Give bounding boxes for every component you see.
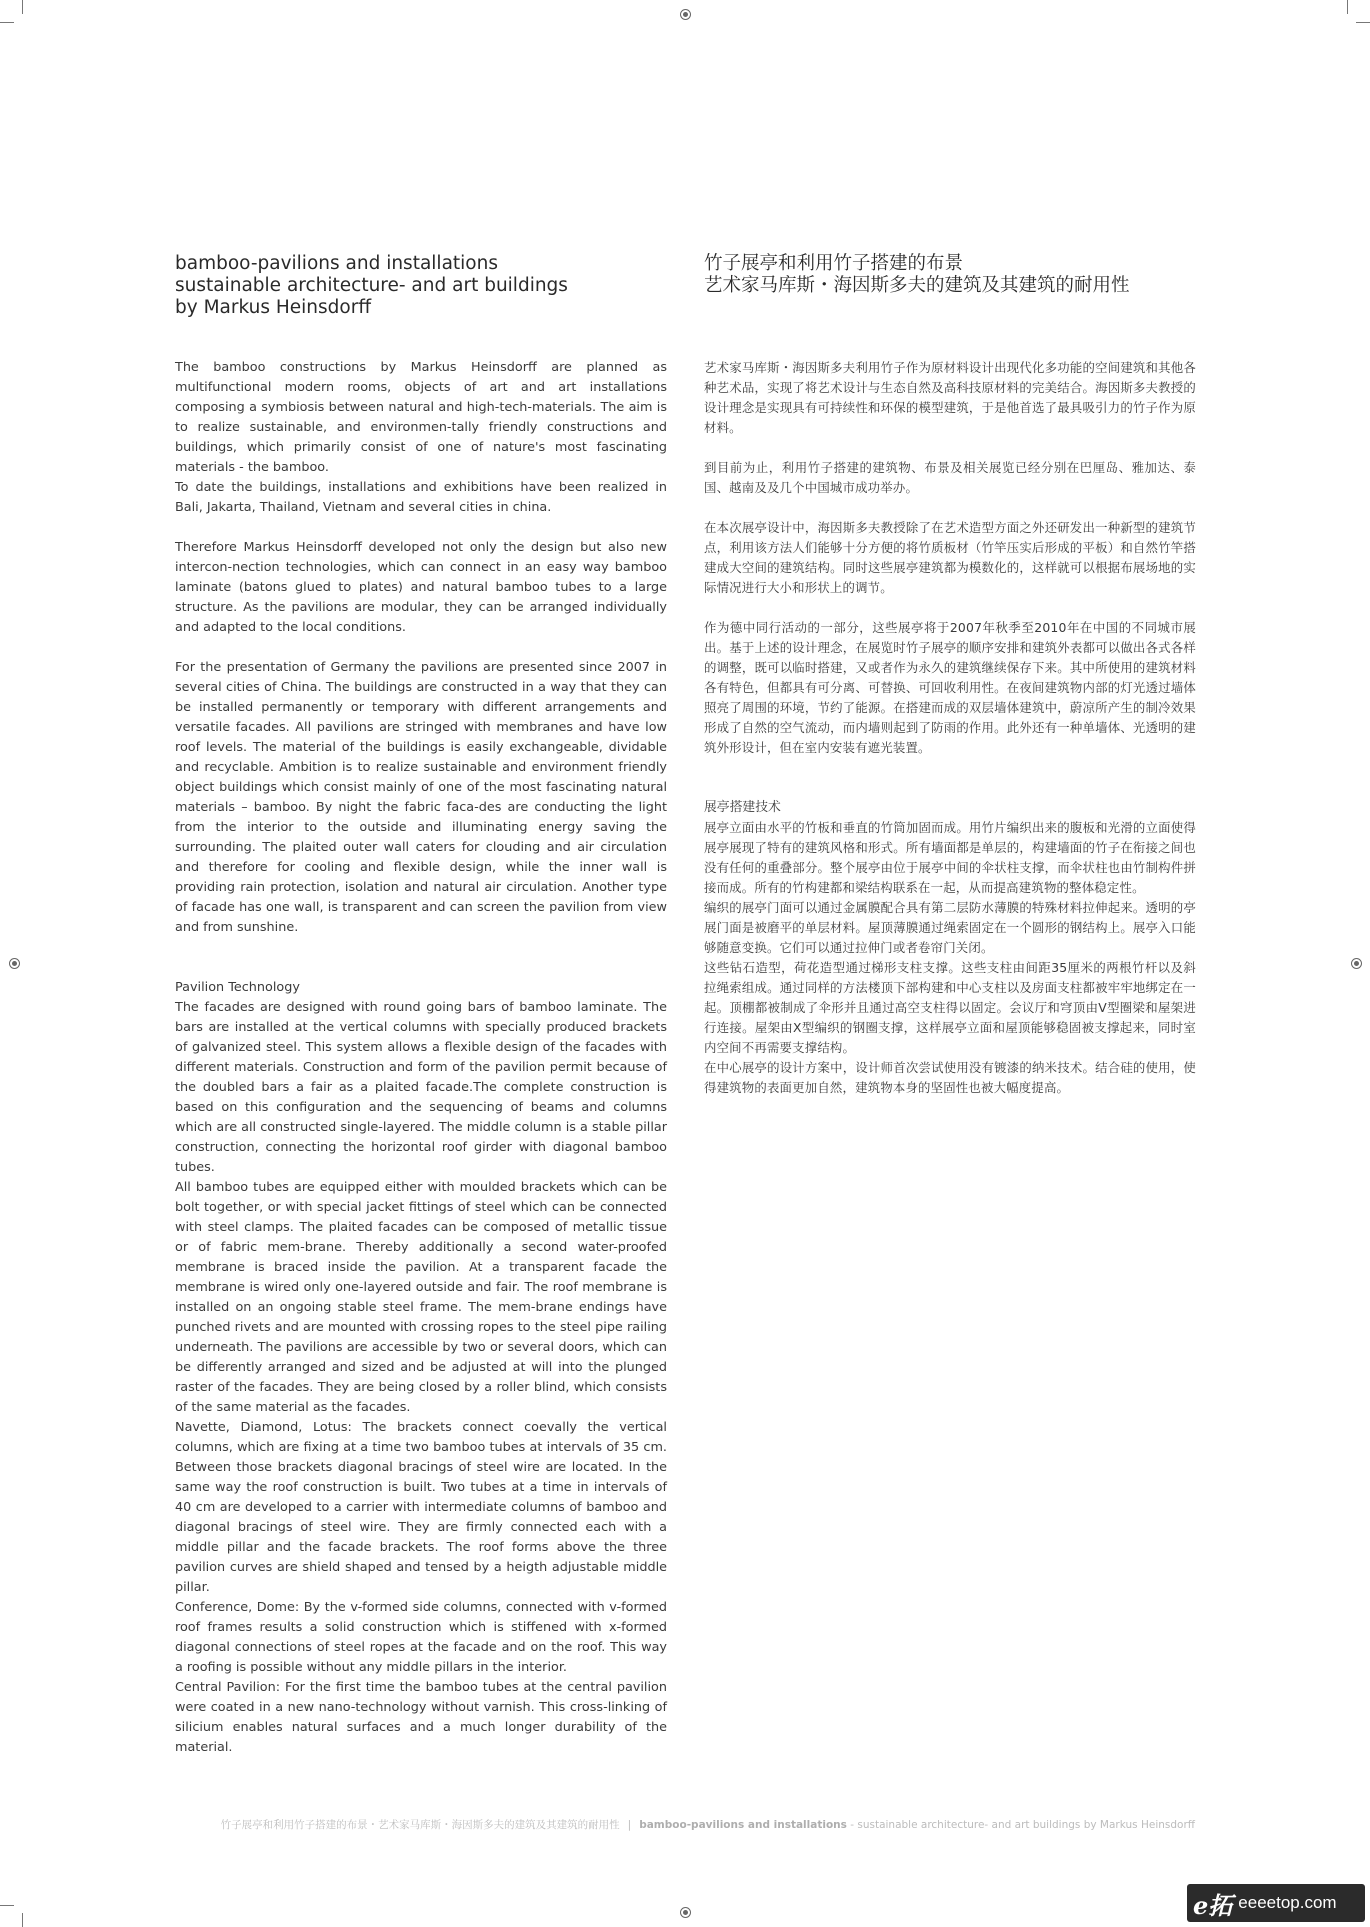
en-design-paragraph: Therefore Markus Heinsdorff developed not only the design but also new intercon-nection technologies, which can connect in an easy way bamboo laminate (batons glued to plates) and natural bamboo tubes to a large structure. As the pavilions are modular, they can be arranged individually and adapted to the local conditions. xyxy=(175,540,667,635)
registration-mark xyxy=(1351,958,1362,969)
english-title-line-1: bamboo-pavilions and installations xyxy=(175,253,498,274)
en-tech-paragraph-4: Conference, Dome: By the v-formed side columns, connected with v-formed roof frames results a solid construction which is stiffened with x-formed diagonal connections of steel ropes at the facade and on the roof. This way a roofing is possible without any middle pillars in the interior. xyxy=(175,1600,667,1675)
en-intro-paragraph: The bamboo constructions by Markus Heinsdorff are planned as multifunctional modern rooms, objects of art and art installations composing a symbiosis between natural and high-tech-materials. The aim is to realize sustainable, and environmen-tally friendly constructions and buildings, which primarily consist of one of nature's most fascinating materials - the bamboo. xyxy=(175,360,667,475)
registration-mark xyxy=(680,1907,691,1918)
watermark-site: eeeetop.com xyxy=(1238,1893,1337,1912)
footer-separator: | xyxy=(627,1819,632,1831)
watermark xyxy=(1187,1884,1365,1922)
english-title-line-3: by Markus Heinsdorff xyxy=(175,297,372,318)
en-tech-paragraph-3: Navette, Diamond, Lotus: The brackets connect coevally the vertical columns, which are fixing at a time two bamboo tubes at intervals of 35 cm. Between those brackets diagonal bracings of steel wire are located. In the same way the roof construction is built. Two tubes at a time in intervals of 40 cm are developed to a carrier with intermediate columns of bamboo and diagonal bracings of steel wire. They are firmly connected each with a middle pillar and the facade brackets. The roof forms above the three pavilion curves are shield shaped and tensed by a heigth adjustable middle pillar. xyxy=(175,1420,667,1595)
registration-mark xyxy=(680,9,691,20)
en-technology-heading: Pavilion Technology xyxy=(175,980,300,995)
crop-mark xyxy=(22,1913,23,1927)
cn-germany-paragraph: 作为德中同行活动的一部分，这些展亭将于2007年秋季至2010年在中国的不同城市展出。基于上述的设计理念，在展览时竹子展亭的顺序安排和建筑外表都可以做出各式各样的调整，既可以临时搭建，又或者作为永久的建筑继续保存下来。其中所使用的建筑材料各有特色，但都具有可分离、可替换、可回收利用性。在夜间建筑物内部的灯光透过墙体照亮了周围的环境，节约了能源。在搭建而成的双层墙体建筑中，蔚凉所产生的制冷效果形成了自然的空气流动，而内墙则起到了防雨的作用。此外还有一种单墙体、光透明的建筑外形设计，但在室内安装有遮光装置。 xyxy=(704,620,1196,755)
en-germany-paragraph: For the presentation of Germany the pavilions are presented since 2007 in several cities of China. The buildings are constructed in a way that they can be installed permanently or temporary with different arrangements and versatile facades. All pavilions are stringed with membranes and have low roof levels. The material of the buildings is easily exchangeable, dividable and recyclable. Ambition is to realize sustainable and environment friendly object buildings which consist mainly of one of the most fascinating natural materials – bamboo. By night the fabric faca-des are conducting the light from the interior to the outside and illuminating energy saving the surrounding. The plaited outer wall caters for clouding and air circulation and therefore for cooling and flexible design, while the inner wall is providing rain protection, isolation and natural air circulation. Another type of facade has one wall, is transparent and can screen the pavilion from view and from sunshine. xyxy=(175,660,667,935)
crop-mark xyxy=(22,0,23,14)
cn-tech-paragraph-3: 这些钻石造型，荷花造型通过梯形支柱支撑。这些支柱由间距35厘米的两根竹杆以及斜拉绳索组成。通过同样的方法楼顶下部构建和中心支柱以及房面支柱都被牢牢地绑定在一起。顶棚都被制成了伞形并且通过高空支柱得以固定。会议厅和穹顶由V型圈梁和屋架进行连接。屋架由X型编织的钢圈支撑，这样展亭立面和屋顶能够稳固被支撑起来，同时室内空间不再需要支撑结构。 xyxy=(704,960,1196,1055)
crop-mark xyxy=(0,22,14,23)
cn-tech-paragraph-1: 展亭立面由水平的竹板和垂直的竹筒加固而成。用竹片编织出来的腹板和光滑的立面使得展亭展现了特有的建筑风格和形式。所有墙面都是单层的，构建墙面的竹子在衔接之间也没有任何的重叠部分。整个展亭由位于展亭中间的伞状柱支撑，而伞状柱也由竹制构件拼接而成。所有的竹构建都和梁结构联系在一起，从而提高建筑物的整体稳定性。 xyxy=(704,820,1196,895)
chinese-title-line-1: 竹子展亭和利用竹子搭建的布景 xyxy=(704,253,964,274)
crop-mark xyxy=(1347,0,1348,14)
english-title-line-2: sustainable architecture- and art buildings xyxy=(175,275,568,296)
watermark-logo-icon: e拓 xyxy=(1193,1890,1233,1920)
cn-intro-paragraph: 艺术家马库斯・海因斯多夫利用竹子作为原材料设计出现代化多功能的空间建筑和其他各种艺术品，实现了将艺术设计与生态自然及高科技原材料的完美结合。海因斯多夫教授的设计理念是实现具有可持续性和环保的模型建筑，于是他首选了最具吸引力的竹子作为原材料。 xyxy=(704,360,1196,435)
chinese-title xyxy=(704,253,1196,358)
en-tech-paragraph-1: The facades are designed with round going bars of bamboo laminate. The bars are installed at the vertical columns with specially produced brackets of galvanized steel. This system allows a flexible design of the facades with different materials. Construction and form of the pavilion permit because of the doubled bars a fair as a plaited facade.The complete construction is based on this configuration and the sequencing of beams and columns which are all constructed single-layered. The middle column is a stable pillar construction, connecting the horizontal roof girder with diagonal bamboo tubes. xyxy=(175,1000,667,1175)
en-tech-paragraph-2: All bamboo tubes are equipped either with moulded brackets which can be bolt together, or with special jacket fittings of steel which can be connected with steel clamps. The plaited facades can be composed of metallic tissue or of fabric mem-brane. Thereby additionally a second water-proofed membrane is braced inside the pavilion. At a transparent facade the membrane is wired only one-layered outside and fair. The roof membrane is installed on an ongoing stable steel frame. The mem-brane endings have punched rivets and are mounted with crossing ropes to the steel pipe railing underneath. The pavilions are accessible by two or several doors, which can be differently arranged and sized and be adjusted at will into the plunged raster of the facades. They are being closed by a roller blind, which consists of the same material as the facades. xyxy=(175,1180,667,1415)
cn-tech-paragraph-2: 编织的展亭门面可以通过金属膜配合具有第二层防水薄膜的特殊材料拉伸起来。透明的亭展门面是被磨平的单层材料。屋顶薄膜通过绳索固定在一个圆形的钢结构上。展亭入口能够随意变换。它们可以通过拉伸门或者卷帘门关闭。 xyxy=(704,900,1196,955)
en-tech-paragraph-5: Central Pavilion: For the first time the bamboo tubes at the central pavilion were coated in a new nano-technology without varnish. This cross-linking of silicium enables natural surfaces and a much longer durability of the material. xyxy=(175,1680,667,1755)
cn-design-paragraph: 在本次展亭设计中，海因斯多夫教授除了在艺术造型方面之外还研发出一种新型的建筑节点，利用该方法人们能够十分方便的将竹质板材（竹竿压实后形成的平板）和自然竹竿搭建成大空间的建筑结构。同时这些展亭建筑都为模数化的，这样就可以根据布展场地的实际情况进行大小和形状上的调节。 xyxy=(704,520,1196,595)
crop-mark xyxy=(0,1905,14,1906)
page-footer xyxy=(221,1817,1195,1832)
cn-locations-paragraph: 到目前为止，利用竹子搭建的建筑物、布景及相关展览已经分别在巴厘岛、雅加达、泰国、越南及及几个中国城市成功举办。 xyxy=(704,460,1196,495)
footer-english-title: bamboo-pavilions and installations xyxy=(639,1819,847,1831)
cn-technology-heading: 展亭搭建技术 xyxy=(704,800,781,815)
registration-mark xyxy=(9,958,20,969)
footer-chinese-title: 竹子展亭和利用竹子搭建的布景・艺术家马库斯・海因斯多夫的建筑及其建筑的耐用性 xyxy=(220,1819,620,1831)
crop-mark xyxy=(1356,22,1370,23)
english-column xyxy=(175,253,667,1758)
en-locations-paragraph: To date the buildings, installations and exhibitions have been realized in Bali, Jakarta, Thailand, Vietnam and several cities in china. xyxy=(175,480,667,515)
footer-english-subtitle: - sustainable architecture- and art buildings by Markus Heinsdorff xyxy=(846,1819,1195,1831)
chinese-column xyxy=(704,253,1196,1098)
cn-tech-paragraph-4: 在中心展亭的设计方案中，设计师首次尝试使用没有镀漆的纳米技术。结合硅的使用，使得建筑物的表面更加自然，建筑物本身的坚固性也被大幅度提高。 xyxy=(704,1060,1196,1095)
english-title xyxy=(175,253,667,358)
chinese-title-line-2: 艺术家马库斯・海因斯多夫的建筑及其建筑的耐用性 xyxy=(704,275,1130,296)
